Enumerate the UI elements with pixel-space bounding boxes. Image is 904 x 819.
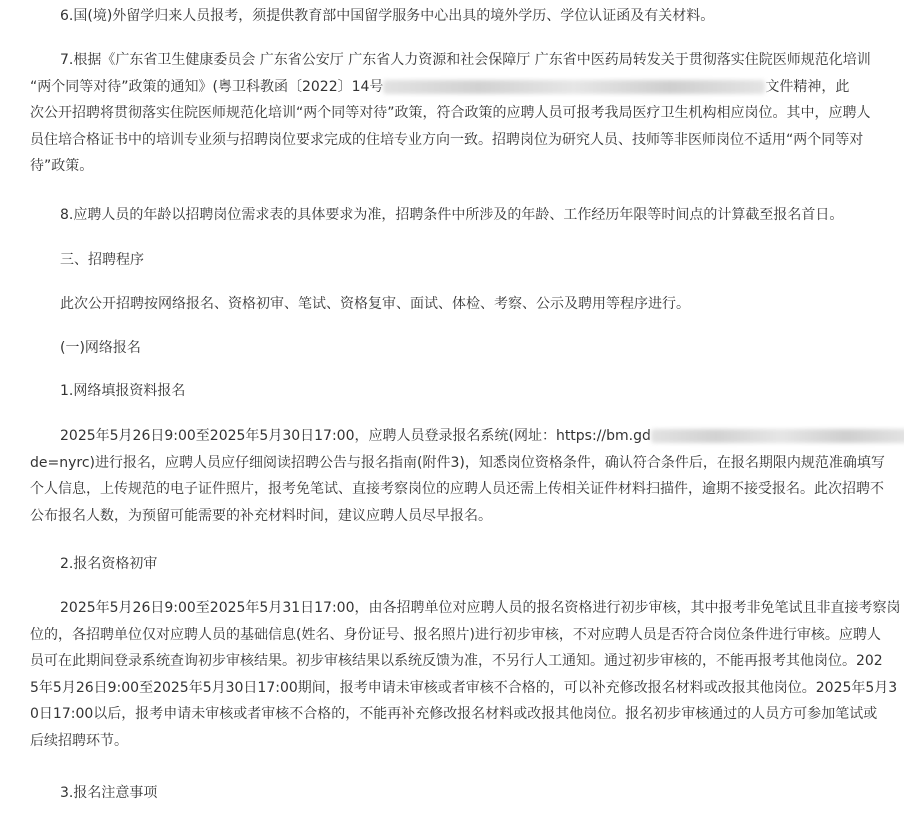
paragraph-8 — [30, 202, 860, 229]
paragraph-line: 员可在此期间登录系统查询初步审核结果。初步审核结果以系统反馈为准，不另行人工通知。通过初步审核的，不能再报考其他岗位。202 — [30, 653, 883, 669]
paragraph-line: 公布报名人数，为预留可能需要的补充材料时间，建议应聘人员尽早报名。 — [30, 507, 492, 524]
paragraph-6 — [30, 3, 860, 30]
paragraph-line: 后续招聘环节。 — [30, 732, 128, 749]
paragraph-review — [30, 595, 901, 754]
paragraph-line-start: 2025年5月26日9:00至2025年5月30日17:00，应聘人员登录报名系统(网址：https://bm.gd — [60, 428, 651, 444]
paragraph-line — [30, 74, 860, 101]
item-heading-2 — [30, 551, 860, 578]
paragraph-line: 5年5月26日9:00至2025年5月30日17:00期间，报考申请未审核或者审核不合格的，可以补充修改报名材料或改报其他岗位。2025年5月3 — [30, 679, 898, 696]
section-heading: 三、招聘程序 — [60, 252, 144, 268]
paragraph-line: de=nyrc)进行报名，应聘人员应仔细阅读招聘公告与报名指南(附件3)，知悉岗位资格条件，确认符合条件后，在报名期限内规范准确填写 — [30, 454, 885, 471]
paragraph-line: 8.应聘人员的年龄以招聘岗位需求表的具体要求为准，招聘条件中所涉及的年龄、工作经历年限等时间点的计算截至报名首日。 — [60, 207, 844, 223]
subsection-heading-online-registration — [30, 335, 860, 362]
paragraph-procedure — [30, 291, 860, 318]
item-heading: 1.网络填报资料报名 — [60, 383, 186, 399]
subsection-heading: (一)网络报名 — [60, 340, 141, 356]
paragraph-line: 员住培合格证书中的培训专业须与招聘岗位要求完成的住培专业方向一致。招聘岗位为研究人员、技师等非医师岗位不适用“两个同等对 — [30, 131, 864, 148]
paragraph-line: 位的，各招聘单位仅对应聘人员的基础信息(姓名、身份证号、报名照片)进行初步审核，不对应聘人员是否符合岗位条件进行审核。应聘人 — [30, 626, 881, 643]
item-heading-3 — [30, 780, 860, 807]
paragraph-line: 7.根据《广东省卫生健康委员会 广东省公安厅 广东省人力资源和社会保障厅 广东省中医药局转发关于贯彻落实住院医师规范化培训 — [60, 52, 871, 68]
paragraph-line: 6.国(境)外留学归来人员报考，须提供教育部中国留学服务中心出具的境外学历、学位认证函及有关材料。 — [60, 8, 715, 24]
paragraph-line: 2025年5月26日9:00至2025年5月31日17:00，由各招聘单位对应聘人员的报名资格进行初步审核，其中报考非免笔试且非直接考察岗 — [60, 600, 901, 616]
item-heading-1 — [30, 378, 860, 405]
redacted-region — [383, 80, 765, 94]
paragraph-registration — [30, 423, 885, 529]
section-heading-procedure — [30, 247, 860, 274]
paragraph-7 — [30, 47, 871, 180]
item-heading: 3.报名注意事项 — [60, 785, 158, 801]
paragraph-line: 个人信息，上传规范的电子证件照片，报考免笔试、直接考察岗位的应聘人员还需上传相关证件材料扫描件，逾期不接受报名。此次招聘不 — [30, 481, 884, 497]
paragraph-line-start: “两个同等对待”政策的通知》(粤卫科教函〔2022〕14号 — [30, 78, 384, 95]
paragraph-line: 此次公开招聘按网络报名、资格初审、笔试、资格复审、面试、体检、考察、公示及聘用等程序进行。 — [60, 296, 690, 312]
item-heading: 2.报名资格初审 — [60, 556, 158, 572]
paragraph-line: 次公开招聘将贯彻落实住院医师规范化培训“两个同等对待”政策，符合政策的应聘人员可报考我局医疗卫生机构相应岗位。其中，应聘人 — [30, 105, 871, 121]
paragraph-line-end: 文件精神，此 — [765, 78, 850, 95]
paragraph-line: 待”政策。 — [30, 158, 94, 174]
redacted-region — [651, 429, 904, 443]
paragraph-line: 0日17:00以后，报考申请未审核或者审核不合格的，不能再补充修改报名材料或改报其他岗位。报名初步审核通过的人员方可参加笔试或 — [30, 706, 878, 722]
paragraph-line — [30, 423, 860, 450]
